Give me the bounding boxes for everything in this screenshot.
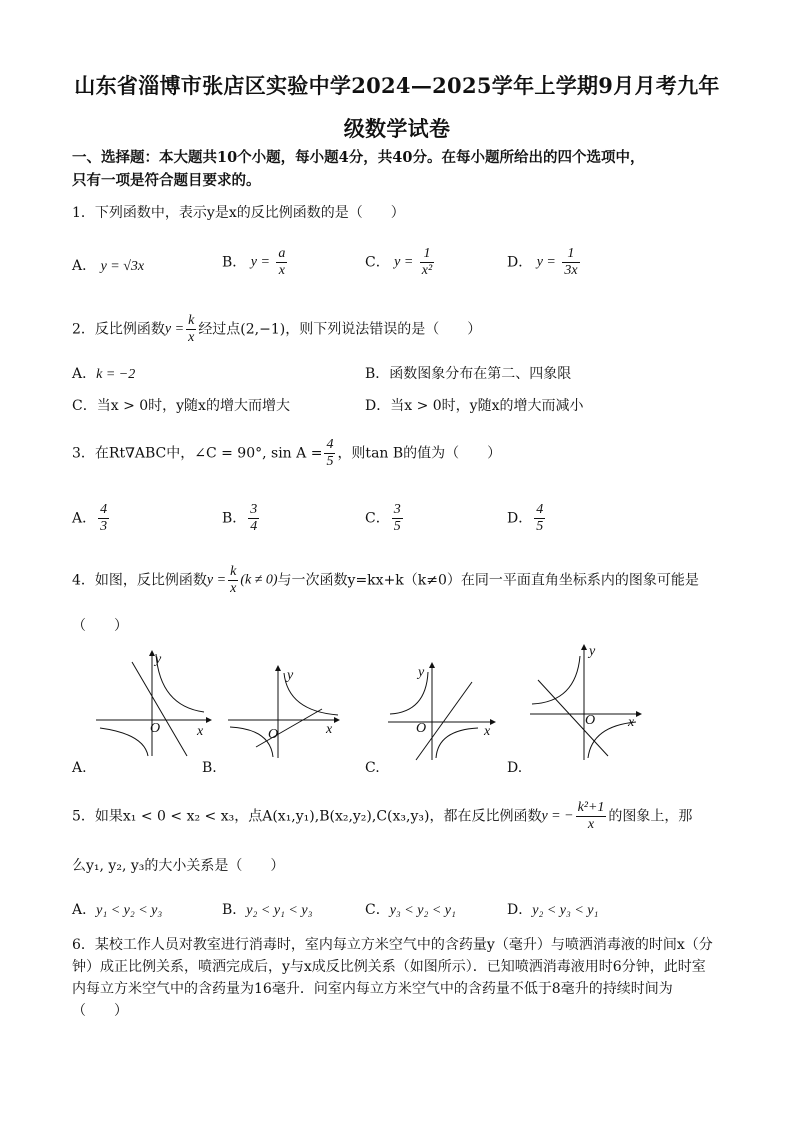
q4-graph-c-y-label: y: [418, 665, 425, 680]
q4-stem-pre: 4．如图，反比例函数: [72, 572, 207, 589]
q2-option-a[interactable]: [72, 364, 135, 385]
q4-graph-d-y-label: y: [589, 644, 596, 659]
q4-graph-a: [92, 650, 212, 760]
q4-graph-b-origin: O: [268, 727, 279, 742]
q2-option-a-text: k = −2: [96, 367, 136, 382]
q2-stem-pre: 2．反比例函数: [72, 321, 165, 338]
q5-option-d-text: y₂ < y₃ < y₁: [532, 903, 599, 918]
q2-stem: 2．反比例函数y = $\frac{k}{x}$ 经过点(2,−1)，则下列说法错误的是（ ）: [72, 313, 482, 345]
q4-graph-a-label[interactable]: A.: [72, 760, 87, 776]
q1-option-c-label: C．: [365, 254, 390, 271]
q4-graph-a-origin: O: [150, 721, 161, 736]
q4-graph-d-label[interactable]: D.: [507, 760, 523, 776]
q4-stem: 4．如图，反比例函数y = $\frac{k}{x}$ (k ≠ 0)与一次函数y=kx+k（k≠0）在同一平面直角坐标系内的图象可能是: [72, 564, 699, 596]
q5-option-c-label: C．: [365, 902, 390, 918]
q4-graph-a-hyperbola-q3: [100, 728, 148, 756]
q5-option-a-label: A．: [72, 902, 97, 918]
q4-graph-c-x-label: x: [484, 724, 491, 739]
q4-graph-b-y-label: y: [287, 668, 294, 683]
section1-line1: 一、选择题：本大题共10个小题，每小题4分，共40分。在每小题所给出的四个选项中，: [72, 149, 645, 166]
q1-option-b-label: B．: [222, 254, 247, 271]
q2-option-b-label: B．: [365, 366, 390, 382]
q3-stem: [72, 437, 501, 470]
q3-option-c-label: C．: [365, 510, 390, 527]
q2-option-b[interactable]: [365, 364, 571, 384]
q5-stem-line2: 么y₁, y₂, y₃的大小关系是（ ）: [72, 858, 285, 874]
page-title-line1: 山东省淄博市张店区实验中学2024—2025学年上学期9月月考九年: [74, 73, 720, 98]
q4-stem-line2: （ ）: [72, 618, 128, 634]
q3-option-a-n: 4: [100, 502, 108, 517]
q4-graph-d-origin: O: [585, 713, 596, 728]
q5-option-d-label: D．: [507, 902, 533, 918]
q2-option-d-label: D．: [365, 398, 391, 414]
q5-option-c-text: y₃ < y₂ < y₁: [389, 903, 456, 918]
q2-option-b-text: 函数图象分布在第二、四象限: [389, 366, 572, 382]
q6-line4: （ ）: [72, 1003, 128, 1019]
q4-graph-b: [226, 665, 341, 760]
q4-graph-d-hyperbola-q2: [532, 656, 580, 704]
q3-stem-post: ，则tan B的值为（ ）: [337, 445, 502, 462]
q3-option-c-n: 3: [393, 502, 401, 517]
q4-graph-c-origin: O: [416, 721, 427, 736]
q4-graph-a-x-label: x: [197, 724, 204, 739]
q4-graph-c: [386, 662, 496, 762]
q5-stem-pre: 5．如果x₁ < 0 < x₂ < x₃，点A(x₁,y₁),B(x₂,y₂),C(x₃,y₃)，都在反比例函数: [72, 808, 542, 825]
q1-option-d-label: D．: [507, 254, 533, 271]
page-title-line2: 级数学试卷: [343, 116, 451, 141]
q4-graph-a-hyperbola-q1: [156, 654, 204, 712]
q3-stem-pre: 3．在Rt∇ABC中，∠C = 90°, sin A =: [72, 445, 323, 462]
q2-option-c-label: C．: [72, 398, 97, 414]
q3-option-d-n: 4: [536, 502, 544, 517]
q3-option-b-d: 4: [250, 519, 258, 534]
q5-option-b-text: y₂ < y₁ < y₃: [246, 903, 313, 918]
q3-option-b-n: 3: [250, 502, 258, 517]
q2-option-d-text: 当x > 0时，y随x的增大而减小: [390, 398, 584, 414]
q4-graph-d-line: [538, 680, 608, 756]
q5-option-a[interactable]: [72, 900, 162, 921]
q3-option-b[interactable]: [222, 502, 261, 535]
q3-option-d[interactable]: [507, 502, 547, 535]
q1-option-a[interactable]: [72, 256, 144, 277]
q3-option-d-label: D．: [507, 510, 533, 527]
q6-line2: 钟）成正比例关系，喷洒完成后，y与x成反比例关系（如图所示）．已知喷洒消毒液用时6分钟，此时室: [72, 959, 706, 975]
q4-stem-post: 与一次函数y=kx+k（k≠0）在同一平面直角坐标系内的图象可能是: [277, 572, 699, 589]
q5-stem: 5．如果x₁ < 0 < x₂ < x₃，点A(x₁,y₁),B(x₂,y₂),C(x₃,y₃)，都在反比例函数y = − $\frac{\text{k²+1}}{x}$ 的图象上，那: [72, 800, 693, 832]
q4-graph-b-label[interactable]: B.: [202, 760, 217, 776]
q5-option-c[interactable]: [365, 900, 456, 921]
q3-option-d-d: 5: [536, 519, 544, 534]
q2-option-c[interactable]: [72, 396, 290, 416]
q1-option-c[interactable]: C． y = $\frac{1}{\text{x²}}$: [365, 246, 433, 278]
q4-graph-a-y-label: y: [155, 652, 162, 667]
q6-stem: [72, 934, 722, 1022]
q6-line3: 内每立方米空气中的含药量为16毫升．问室内每立方米空气中的含药量不低于8毫升的持续时间为: [72, 981, 673, 997]
q4-graph-b-x-label: x: [326, 722, 333, 737]
q1-option-b[interactable]: B． y = $\frac{a}{x}$: [222, 246, 286, 278]
q4-graph-b-hyperbola-q3: [230, 727, 273, 757]
q5-stem-post: 的图象上，那: [608, 808, 693, 825]
q5-option-b-label: B．: [222, 902, 247, 918]
q1-option-d[interactable]: D． y = $\frac{1}{3x}$: [507, 246, 578, 278]
q4-graph-c-label[interactable]: C.: [365, 760, 380, 776]
q6-line1: 6．某校工作人员对教室进行消毒时，室内每立方米空气中的含药量y（毫升）与喷洒消毒液的时间x（分: [72, 937, 713, 953]
q3-option-a-label: A．: [72, 510, 97, 527]
q3-option-a[interactable]: [72, 502, 111, 535]
q2-stem-post: 经过点(2,−1)，则下列说法错误的是（ ）: [198, 321, 482, 338]
q3-stem-frac-d: 5: [326, 454, 334, 469]
q2-option-c-text: 当x > 0时，y随x的增大而增大: [96, 398, 290, 414]
q4-graph-b-line: [256, 709, 322, 747]
q1-stem: 1．下列函数中，表示y是x的反比例函数的是（ ）: [72, 205, 405, 221]
q3-option-c-d: 5: [393, 519, 401, 534]
q5-option-b[interactable]: [222, 900, 312, 921]
q5-option-d[interactable]: [507, 900, 598, 921]
q3-stem-frac-n: 4: [326, 437, 334, 452]
q3-option-c[interactable]: [365, 502, 405, 535]
q4-graph-c-hyperbola-q4: [436, 728, 478, 758]
q3-option-a-d: 3: [100, 519, 108, 534]
q4-graph-d: [528, 642, 643, 762]
section1-line2: 只有一项是符合题目要求的。: [72, 172, 261, 189]
q2-option-d[interactable]: [365, 396, 583, 416]
q3-option-b-label: B．: [222, 510, 247, 527]
section1-heading: [72, 146, 732, 192]
q1-option-a-label: A．: [72, 258, 97, 274]
q4-graph-d-x-label: x: [628, 715, 635, 730]
q5-option-a-text: y₁ < y₂ < y₃: [96, 903, 163, 918]
q1-option-a-expr: y = √3x: [100, 259, 145, 274]
q2-option-a-label: A．: [72, 366, 97, 382]
